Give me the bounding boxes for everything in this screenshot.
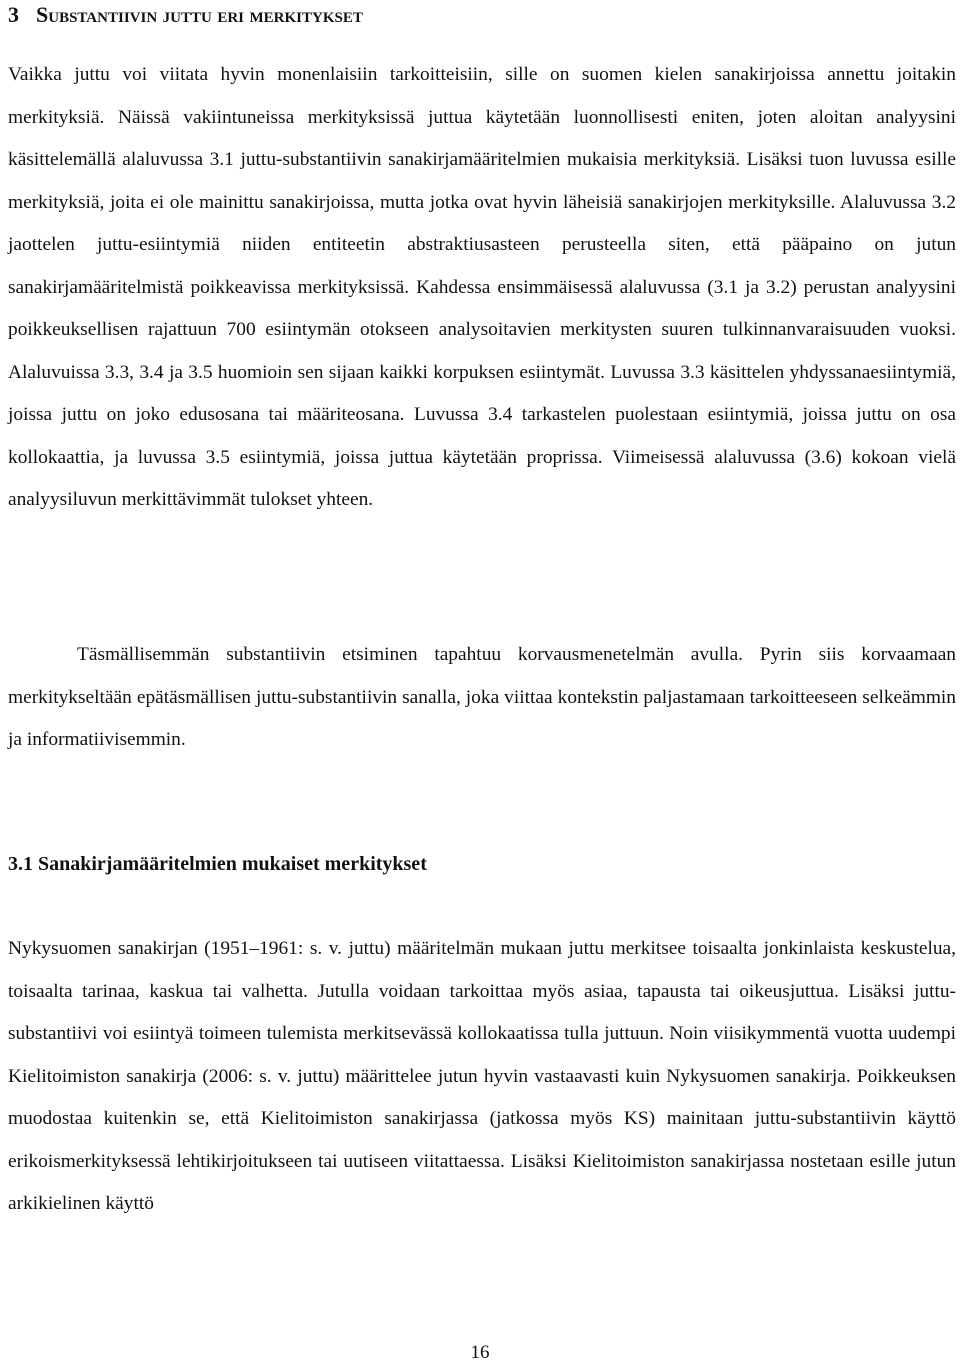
body-paragraph-1: Vaikka juttu voi viitata hyvin monenlaisiin tarkoitteisiin, sille on suomen kielen sanakirjoissa annettu joitakin merkityksiä. Näissä vakiintuneissa merkityksissä juttua käytetään luonnollisesti eniten, joten aloitan analyysini käsittelemällä alaluvussa 3.1 juttu-substantiivin sanakirjamääritelmien mukaisia merkityksiä. Lisäksi tuon luvussa esille merkityksiä, joita ei ole mainittu sanakirjoissa, mutta jotka ovat hyvin läheisiä sanakirjojen merkityksille. Alaluvussa 3.2 jaottelen juttu-esiintymiä niiden entiteetin abstraktiusasteen perusteella siten, että pääpaino on jutun sanakirjamääritelmistä poikkeavissa merkityksissä. Kahdessa ensimmäisessä alaluvussa (3.1 ja 3.2) perustan analyysini poikkeuksellisen rajattuun 700 esiintymän otokseen analysoitavien merkitysten suuren tulkinnanvaraisuuden vuoksi. Alaluvuissa 3.3, 3.4 ja 3.5 huomioin sen sijaan kaikki korpuksen esiintymät. Luvussa 3.3 käsittelen yhdyssanaesiintymiä, joissa juttu on joko edusosana tai määriteosana. Luvussa 3.4 tarkastelen puolestaan esiintymiä, joissa juttu on osa kollokaattia, ja luvussa 3.5 esiintymiä, joissa juttua käytetään proprissa. Viimeisessä alaluvussa (3.6) kokoan vielä analyysiluvun merkittävimmät tulokset yhteen. [8,64,956,510]
chapter-heading [8,2,363,28]
page-number: 16 [470,1342,490,1363]
body-paragraph-3: Nykysuomen sanakirjan (1951–1961: s. v. juttu) määritelmän mukaan juttu merkitsee toisaalta jonkinlaista keskustelua, toisaalta tarinaa, kaskua tai valhetta. Jutulla voidaan tarkoittaa myös asiaa, tapausta tai oikeusjuttua. Lisäksi juttu-substantiivi voi esiintyä toimeen tulemista merkitsevässä kollokaatissa tulla juttuun. Noin viisikymmentä vuotta uudempi Kielitoimiston sanakirja (2006: s. v. juttu) määrittelee jutun hyvin vastaavasti kuin Nykysuomen sanakirja. Poikkeuksen muodostaa kuitenkin se, että Kielitoimiston sanakirjassa (jatkossa myös KS) mainitaan juttu-substantiivin käyttö erikoismerkityksessä lehtikirjoitukseen tai uutiseen viitattaessa. Lisäksi Kielitoimiston sanakirjassa nostetaan esille jutun arkikielinen käyttö [8,938,956,1214]
chapter-title: Substantiivin juttu eri merkitykset [36,2,363,27]
body-paragraph-2: Täsmällisemmän substantiivin etsiminen tapahtuu korvausmenetelmän avulla. Pyrin siis korvaamaan merkitykseltään epätäsmällisen juttu-substantiivin sanalla, joka viittaa kontekstin paljastamaan tarkoitteeseen selkeämmin ja informatiivisemmin. [8,644,956,750]
section-heading: 3.1 Sanakirjamääritelmien mukaiset merkitykset [8,853,427,875]
chapter-number: 3 [8,2,19,27]
